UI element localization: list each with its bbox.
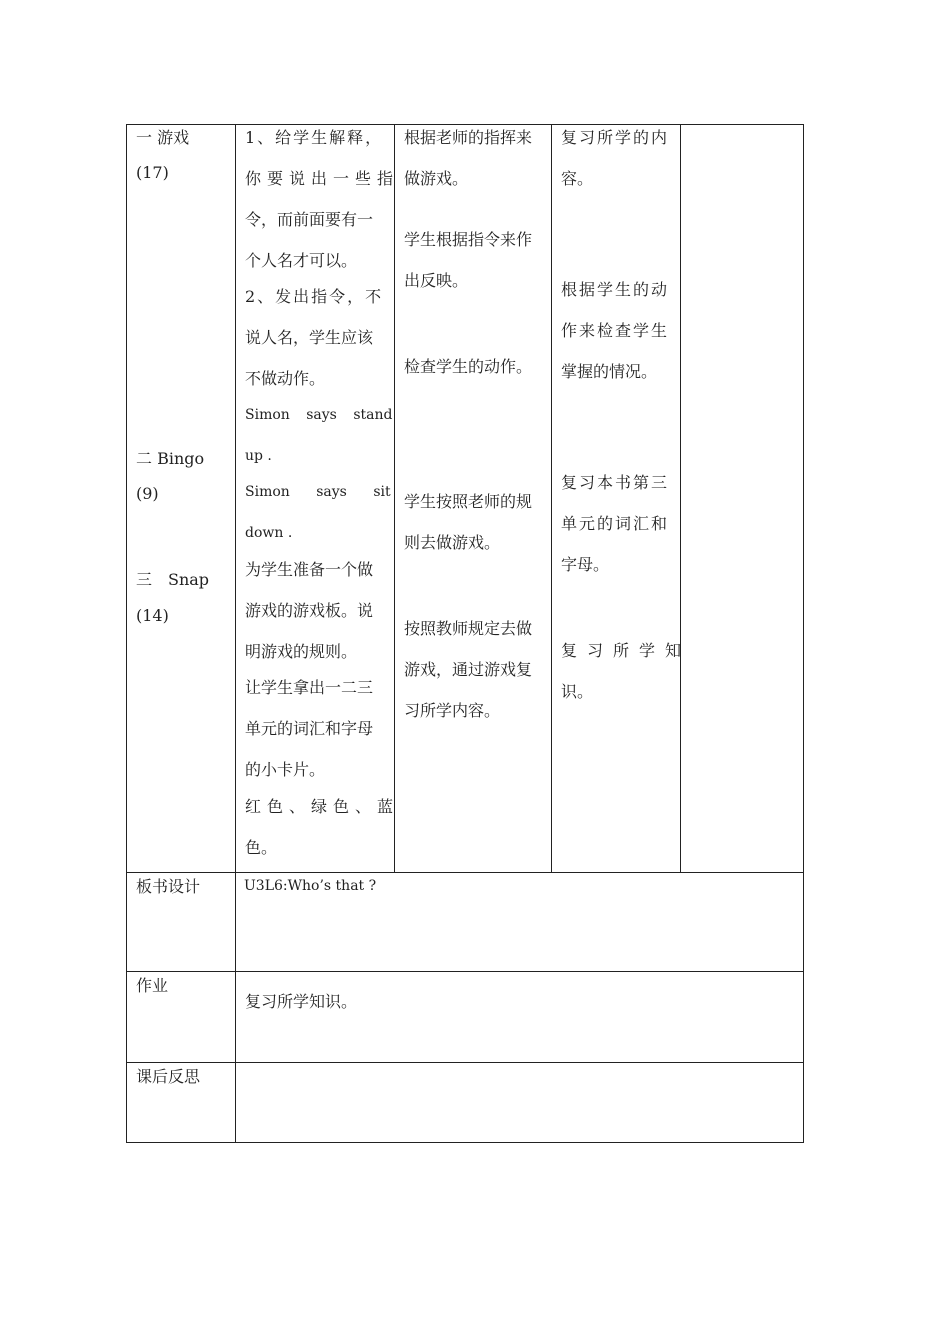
teacher-line: 的小卡片。 bbox=[245, 760, 326, 779]
student-line: 检查学生的动作。 bbox=[404, 357, 533, 376]
table-bottom-border bbox=[126, 1142, 804, 1143]
purpose-line: 掌握的情况。 bbox=[561, 362, 658, 381]
board-design-content: U3L6:Who’s that ? bbox=[244, 878, 377, 894]
teacher-line: 单元的词汇和字母 bbox=[245, 719, 374, 738]
homework-content: 复习所学知识。 bbox=[245, 992, 358, 1011]
teacher-line: 2、发出指令，不 bbox=[245, 287, 384, 306]
teacher-line: 令，而前面要有一 bbox=[245, 210, 374, 229]
teacher-column-divider bbox=[394, 124, 395, 873]
purpose-line: 容。 bbox=[561, 169, 594, 188]
teacher-line: 明游戏的规则。 bbox=[245, 642, 358, 661]
purpose-line: 作来检查学生 bbox=[561, 321, 670, 340]
purpose-line: 复习本书第三 bbox=[561, 473, 670, 492]
purpose-line: 识。 bbox=[561, 682, 594, 701]
student-line: 按照教师规定去做 bbox=[404, 619, 533, 638]
student-line: 习所学内容。 bbox=[404, 701, 501, 720]
activities-row-bottom-border bbox=[126, 872, 804, 873]
student-column-divider bbox=[551, 124, 552, 873]
student-line: 学生根据指令来作 bbox=[404, 230, 533, 249]
board-design-label: 板书设计 bbox=[136, 877, 201, 896]
game2-title: 二 Bingo bbox=[136, 449, 205, 468]
table-left-border bbox=[126, 124, 127, 1143]
purpose-column-divider bbox=[680, 124, 681, 873]
teacher-line: up . bbox=[245, 448, 272, 464]
student-line: 则去做游戏。 bbox=[404, 533, 501, 552]
game1-time: (17) bbox=[136, 163, 169, 182]
game3-time: (14) bbox=[136, 606, 169, 625]
game1-title: 一 游戏 bbox=[136, 128, 190, 147]
teacher-line: 说人名，学生应该 bbox=[245, 328, 374, 347]
teacher-line: 红色、绿色、蓝 bbox=[245, 797, 400, 816]
purpose-line: 单元的词汇和 bbox=[561, 514, 670, 533]
student-line: 出反映。 bbox=[404, 271, 469, 290]
student-line: 学生按照老师的规 bbox=[404, 492, 533, 511]
teacher-line: 1、给学生解释， bbox=[245, 128, 384, 147]
purpose-line: 根据学生的动 bbox=[561, 280, 670, 299]
teacher-line: 色。 bbox=[245, 838, 278, 857]
table-right-border bbox=[803, 124, 804, 1143]
teacher-line: 游戏的游戏板。说 bbox=[245, 601, 374, 620]
reflection-label: 课后反思 bbox=[136, 1067, 201, 1086]
teacher-line: 不做动作。 bbox=[245, 369, 326, 388]
teacher-line: 为学生准备一个做 bbox=[245, 560, 374, 579]
game3-title: 三 Snap bbox=[136, 570, 210, 589]
student-line: 游戏，通过游戏复 bbox=[404, 660, 533, 679]
teacher-line: 你要说出一些指 bbox=[245, 169, 400, 188]
teacher-line: Simon says stand bbox=[245, 407, 393, 423]
purpose-line: 复习所学的内 bbox=[561, 128, 670, 147]
teacher-line: down . bbox=[245, 525, 293, 541]
student-line: 做游戏。 bbox=[404, 169, 469, 188]
game2-time: (9) bbox=[136, 484, 159, 503]
purpose-line: 复习所学知 bbox=[561, 641, 692, 660]
homework-row-bottom-border bbox=[126, 1062, 804, 1063]
teacher-line: Simon says sit bbox=[245, 484, 391, 500]
purpose-line: 字母。 bbox=[561, 555, 610, 574]
label-column-divider bbox=[235, 124, 236, 1143]
board-row-bottom-border bbox=[126, 971, 804, 972]
teacher-line: 个人名才可以。 bbox=[245, 251, 358, 270]
student-line: 根据老师的指挥来 bbox=[404, 128, 533, 147]
teacher-line: 让学生拿出一二三 bbox=[245, 678, 374, 697]
homework-label: 作业 bbox=[136, 976, 169, 995]
